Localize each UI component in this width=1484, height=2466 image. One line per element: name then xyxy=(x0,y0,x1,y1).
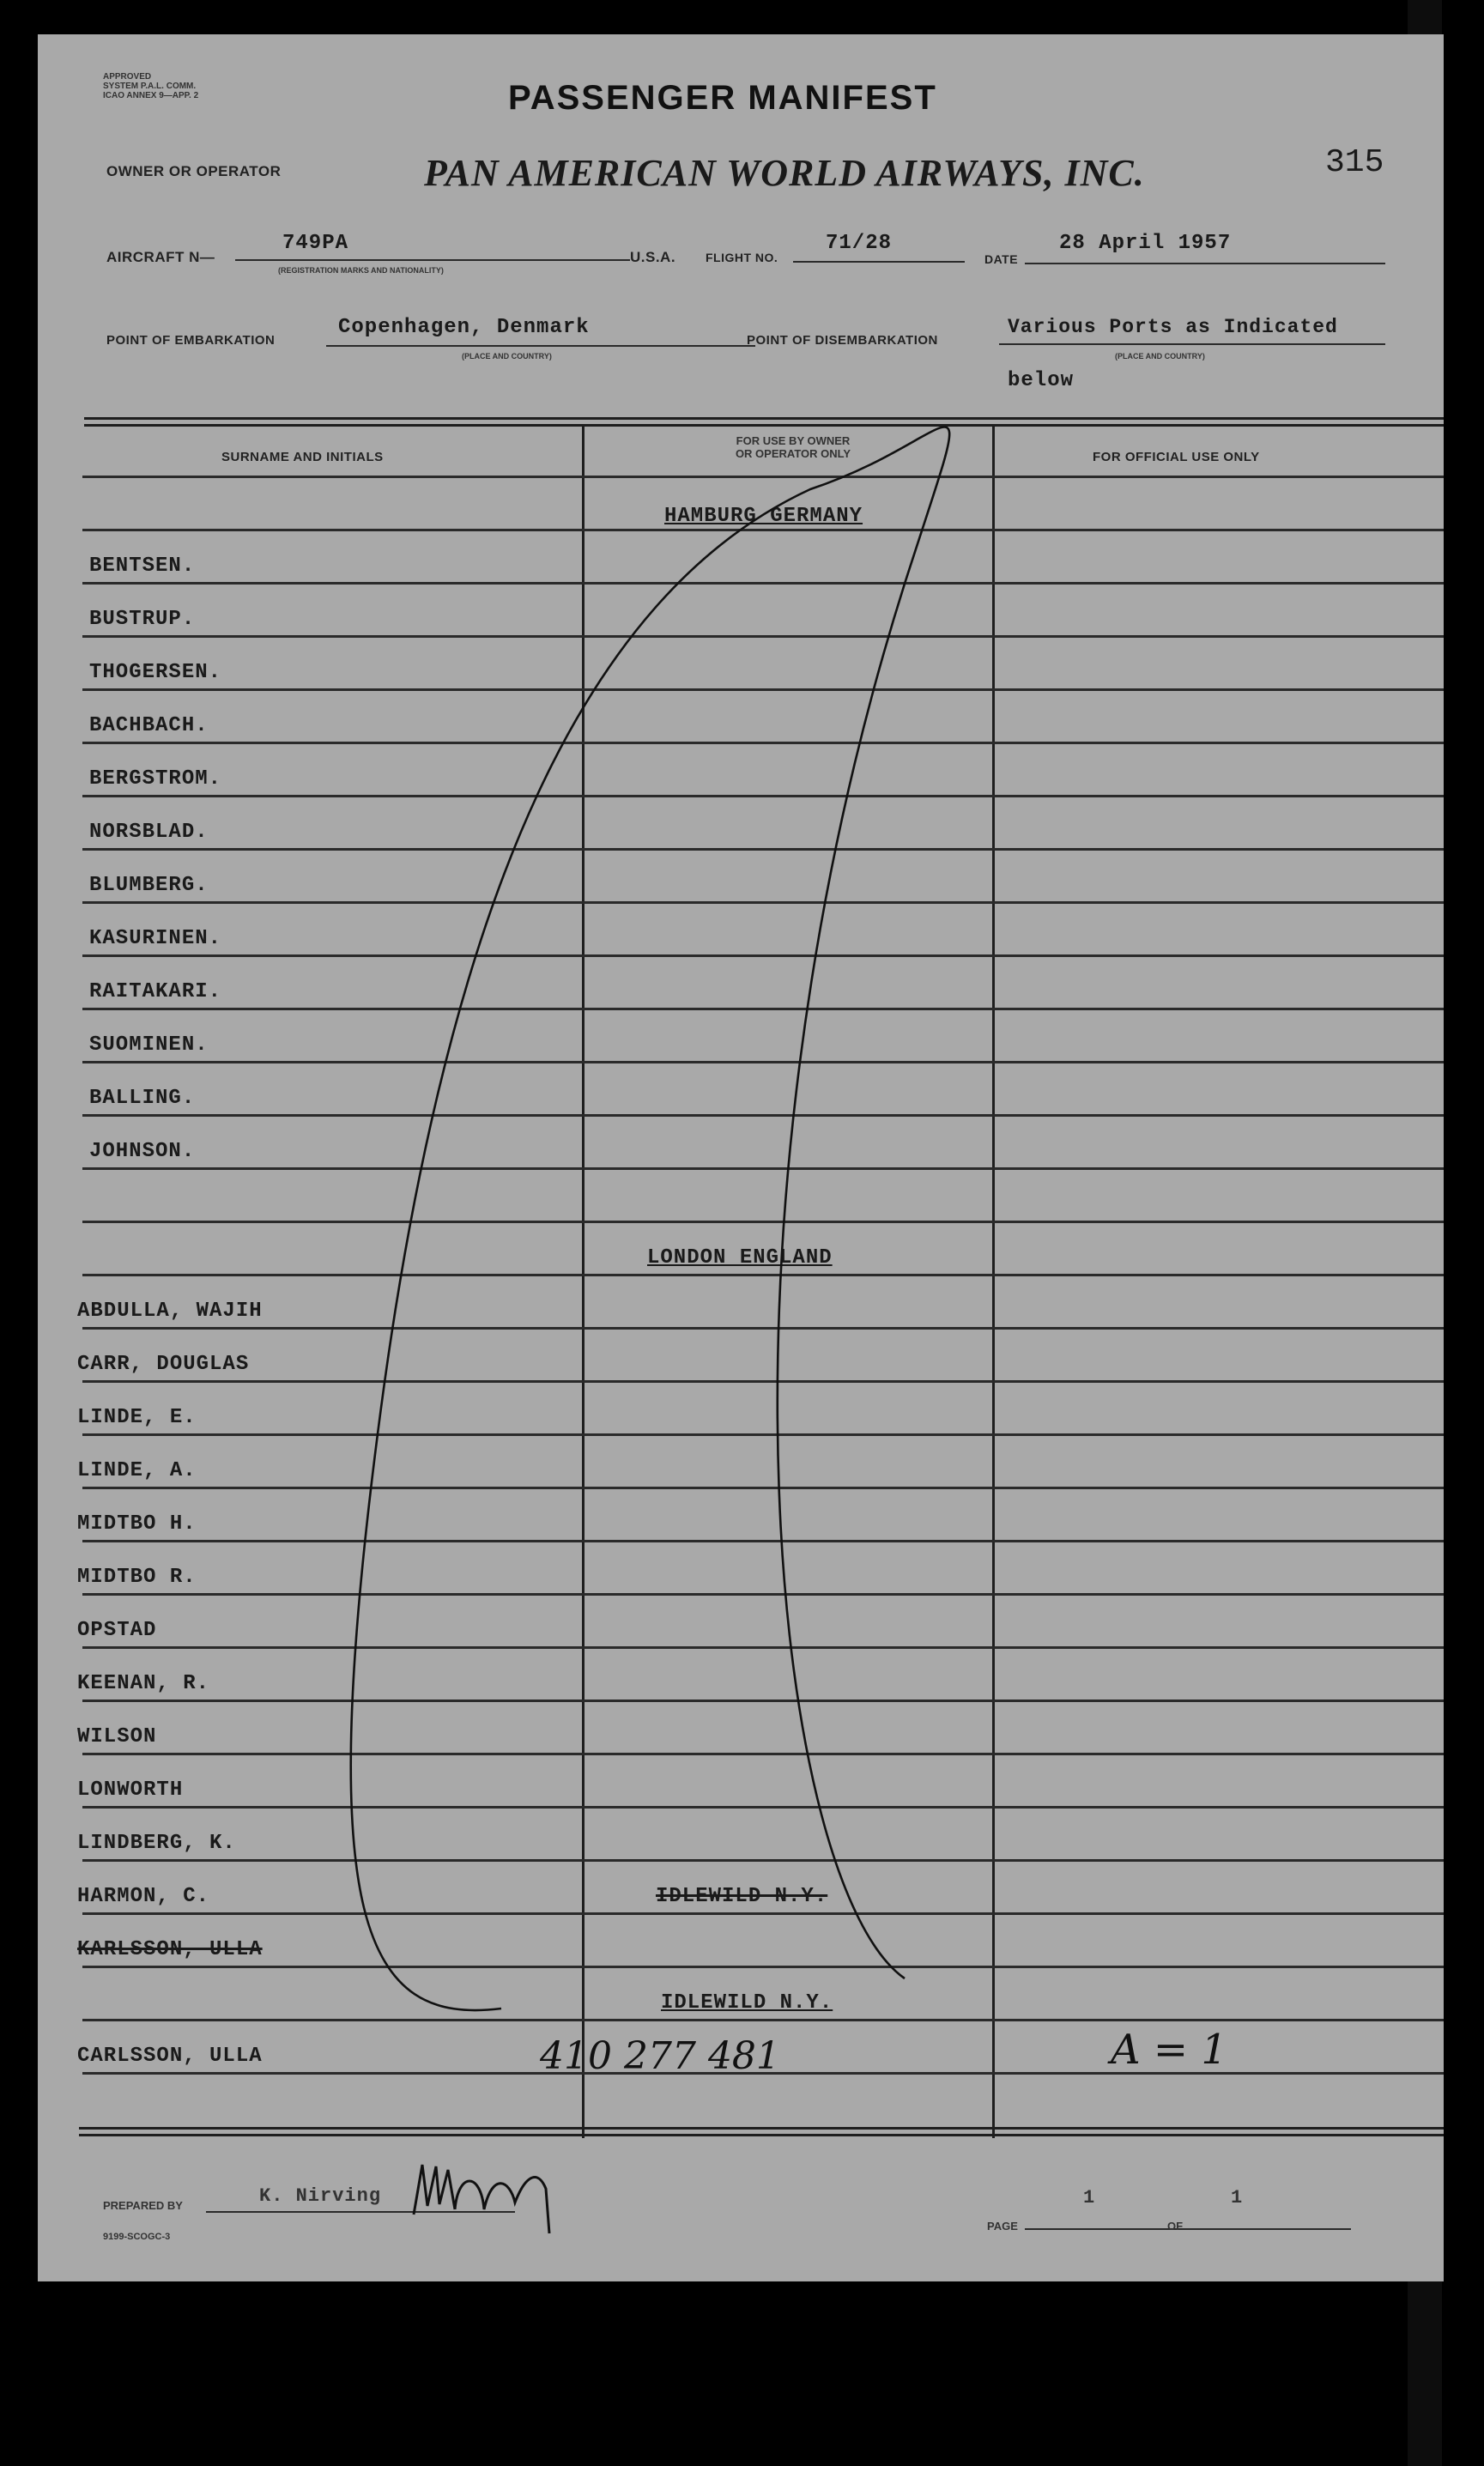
of-value: 1 xyxy=(1231,2187,1244,2208)
passenger-name: JOHNSON. xyxy=(89,1140,196,1163)
aircraft-sub: (REGISTRATION MARKS AND NATIONALITY) xyxy=(278,266,444,275)
passenger-name: THOGERSEN. xyxy=(89,661,222,684)
section-destination: LONDON ENGLAND xyxy=(647,1246,833,1269)
passenger-name: LONWORTH xyxy=(77,1778,184,1802)
owner-use-line: OR OPERATOR ONLY xyxy=(735,447,851,460)
passenger-name: LINDE, E. xyxy=(77,1406,197,1429)
disembark-label: POINT OF DISEMBARKATION xyxy=(747,333,938,348)
passenger-name: HARMON, C. xyxy=(77,1885,210,1908)
manifest-document xyxy=(38,34,1444,2281)
date-value: 28 April 1957 xyxy=(1059,232,1232,255)
disembark-continued: below xyxy=(1008,369,1075,392)
form-code: 9199-SCOGC-3 xyxy=(103,2232,171,2242)
struck-destination: IDLEWILD N.Y. xyxy=(656,1885,828,1908)
passenger-name: BALLING. xyxy=(89,1087,196,1110)
passenger-name: CARLSSON, ULLA xyxy=(77,2045,263,2068)
flight-value: 71/28 xyxy=(826,232,893,255)
embark-sub: (PLACE AND COUNTRY) xyxy=(462,352,552,361)
aircraft-value: 749PA xyxy=(282,232,349,255)
page-title: PASSENGER MANIFEST xyxy=(508,79,937,117)
official-header: FOR OFFICIAL USE ONLY xyxy=(1093,450,1260,464)
passenger-name: BERGSTROM. xyxy=(89,767,222,791)
section-destination: HAMBURG GERMANY xyxy=(664,505,863,528)
hand-drawn-bracket xyxy=(38,34,1444,2281)
page-value: 1 xyxy=(1083,2187,1096,2208)
disembark-value: Various Ports as Indicated xyxy=(1008,316,1338,338)
approved-line: ICAO ANNEX 9—APP. 2 xyxy=(103,91,199,100)
passenger-name: MIDTBO H. xyxy=(77,1512,197,1536)
handwritten-number: 410 277 481 xyxy=(540,2034,780,2078)
prepared-value: K. Nirving xyxy=(259,2185,382,2207)
section-destination: IDLEWILD N.Y. xyxy=(661,1991,833,2015)
passenger-name: NORSBLAD. xyxy=(89,821,209,844)
passenger-name: ABDULLA, WAJIH xyxy=(77,1300,263,1323)
passenger-name: BENTSEN. xyxy=(89,554,196,578)
approved-line: APPROVED xyxy=(103,72,152,82)
passenger-name: KEENAN, R. xyxy=(77,1672,210,1695)
passenger-name: MIDTBO R. xyxy=(77,1566,197,1589)
passenger-name: KASURINEN. xyxy=(89,927,222,950)
disembark-sub: (PLACE AND COUNTRY) xyxy=(1115,352,1205,361)
embark-label: POINT OF EMBARKATION xyxy=(106,333,276,348)
embark-value: Copenhagen, Denmark xyxy=(338,316,590,339)
page-number-stamp: 315 xyxy=(1325,144,1384,181)
passenger-name: LINDBERG, K. xyxy=(77,1832,236,1855)
passenger-name: OPSTAD xyxy=(77,1619,157,1642)
surname-header: SURNAME AND INITIALS xyxy=(221,450,384,464)
passenger-name: BUSTRUP. xyxy=(89,608,196,631)
signature xyxy=(398,2154,570,2240)
owner-name: PAN AMERICAN WORLD AIRWAYS, INC. xyxy=(424,152,1145,194)
passenger-name: CARR, DOUGLAS xyxy=(77,1353,250,1376)
passenger-name: LINDE, A. xyxy=(77,1459,197,1482)
field-underline xyxy=(1196,2228,1351,2230)
owner-use-line: FOR USE BY OWNER xyxy=(736,434,851,447)
usa-label: U.S.A. xyxy=(630,249,676,265)
date-label: DATE xyxy=(984,252,1019,266)
struck-passenger: KARLSSON, ULLA xyxy=(77,1938,263,1961)
approved-line: SYSTEM P.A.L. COMM. xyxy=(103,82,197,91)
prepared-label: PREPARED BY xyxy=(103,2199,183,2212)
passenger-name: RAITAKARI. xyxy=(89,980,222,1003)
passenger-name: BACHBACH. xyxy=(89,714,209,737)
page-label: PAGE xyxy=(987,2220,1018,2233)
passenger-name: BLUMBERG. xyxy=(89,874,209,897)
owner-label: OWNER OR OPERATOR xyxy=(106,163,282,179)
passenger-name: SUOMINEN. xyxy=(89,1033,209,1057)
aircraft-label: AIRCRAFT N— xyxy=(106,249,215,265)
of-label: OF xyxy=(1167,2220,1184,2233)
handwritten-code: A = 1 xyxy=(1111,2026,1227,2074)
flight-label: FLIGHT NO. xyxy=(706,251,778,264)
passenger-name: WILSON xyxy=(77,1725,157,1748)
